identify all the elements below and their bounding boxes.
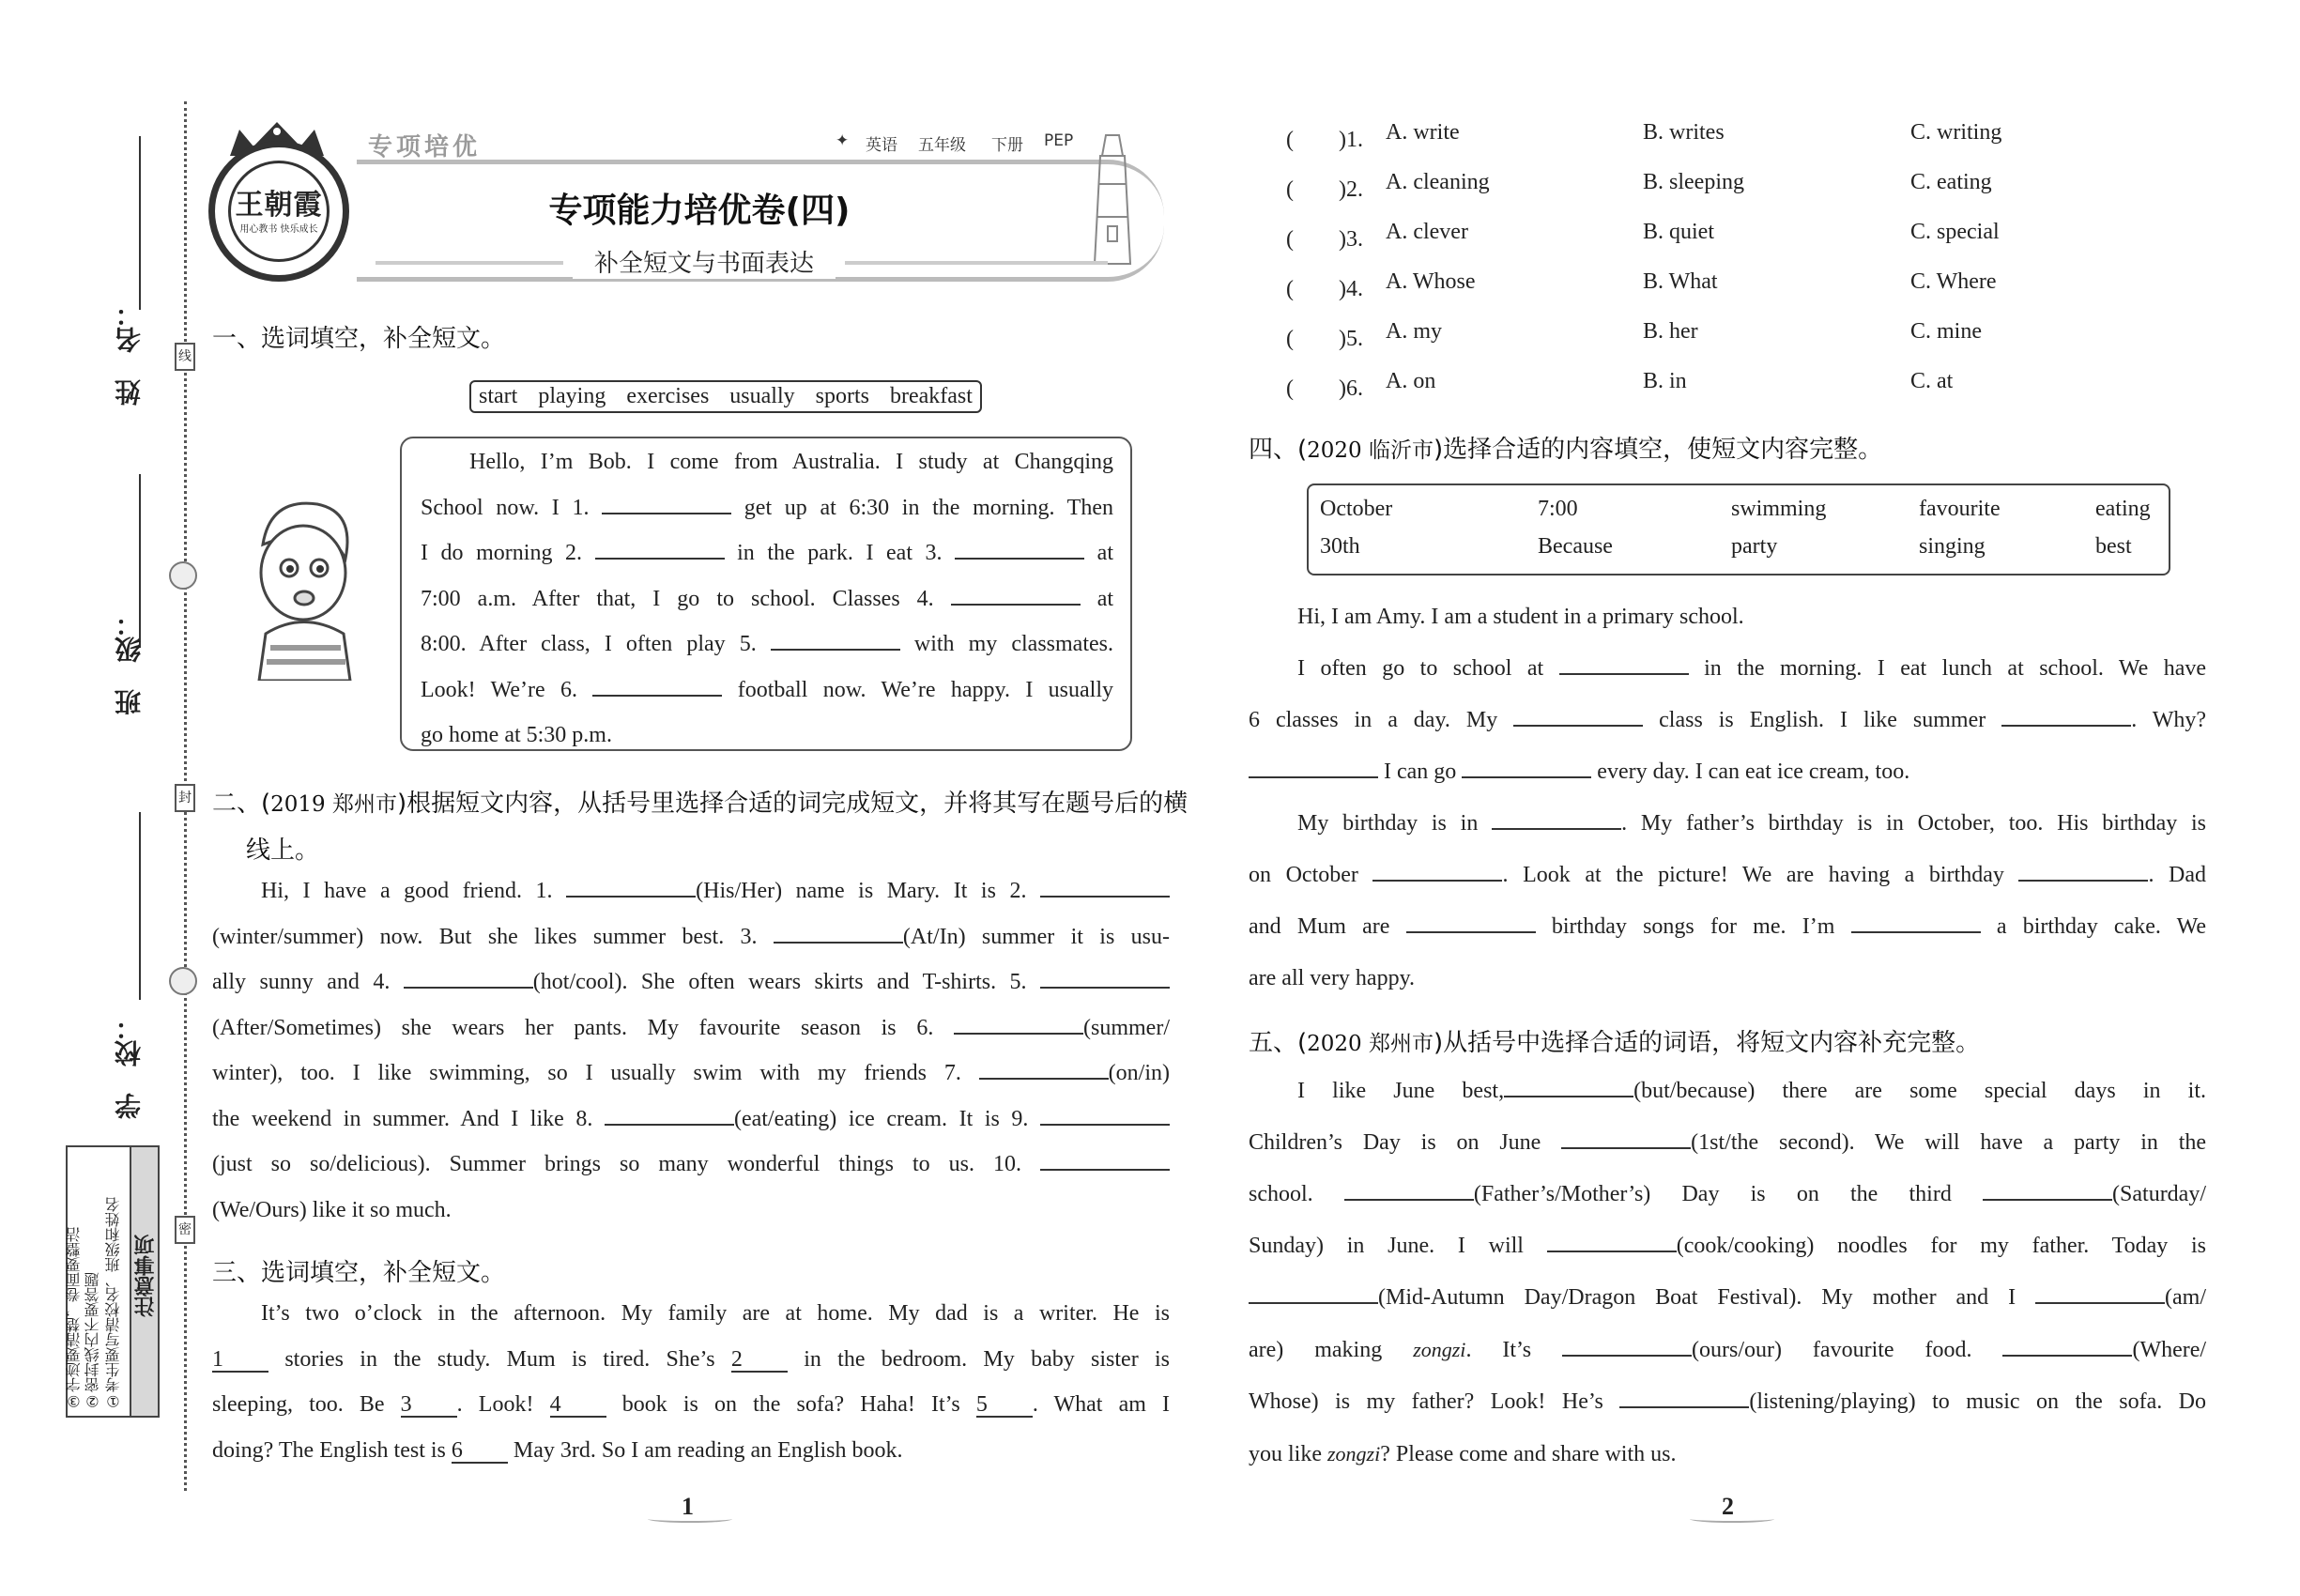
passage-line: ally sunny and 4. (hot/cool). She often wears skirts and T-shirts. 5.: [212, 959, 1170, 1005]
passage-line: School now. I 1. get up at 6:30 in the morning. Then: [421, 495, 1113, 520]
lighthouse-icon: [1080, 128, 1145, 269]
passage-line: I can go every day. I can eat ice cream, too.: [1249, 746, 2206, 798]
answer-blank[interactable]: [1249, 1283, 1378, 1304]
answer-blank[interactable]: [1249, 758, 1378, 778]
passage-line: doing? The English test is 6 May 3rd. So I am reading an English book.: [212, 1437, 903, 1463]
option-c[interactable]: C. eating: [1910, 170, 1992, 194]
page-number-left: 1: [682, 1493, 694, 1520]
logo-subtext: 用心教书 快乐成长: [239, 224, 318, 235]
option-number: ( )3.: [1286, 227, 1363, 252]
section-5-passage: [1249, 1066, 2206, 1481]
binding-tag-line: 线: [175, 343, 195, 371]
passage-line: (Mid-Autumn Day/Dragon Boat Festival). My mother and I (am/: [1249, 1272, 2206, 1324]
option-b[interactable]: B. her: [1643, 319, 1698, 344]
answer-blank[interactable]: [979, 1059, 1109, 1080]
binding-hole-icon: [169, 561, 197, 590]
option-a[interactable]: A. on: [1386, 369, 1436, 393]
answer-blank[interactable]: [1462, 758, 1591, 778]
word-bank-item: sports: [815, 384, 869, 408]
option-c[interactable]: C. Where: [1910, 269, 1997, 294]
notice-item-1: ①考生要写清校名、班级和姓名: [104, 1197, 122, 1410]
numbered-blank[interactable]: 2: [731, 1348, 788, 1373]
section-tag: 专项培优: [368, 133, 482, 161]
passage-line: sleeping, too. Be 3 . Look! 4 book is on the sofa? Haha! It’s 5 . What am I: [212, 1392, 1171, 1417]
option-b[interactable]: B. in: [1643, 369, 1687, 393]
passage-line: (winter/summer) now. But she likes summer best. 3. (At/In) summer it is usu-: [212, 924, 1170, 949]
boy-illustration: [242, 493, 364, 681]
name-label: 姓 名：: [114, 300, 145, 406]
passage-line: the weekend in summer. And I like 8. (eat/eating) ice cream. It is 9.: [212, 1097, 1170, 1143]
passage-line: Hi, I am Amy. I am a student in a primary school.: [1297, 605, 1744, 629]
school-write-line: [139, 812, 141, 1000]
numbered-blank[interactable]: 5: [976, 1393, 1033, 1418]
grid-word: best: [2095, 534, 2132, 559]
source-year: 2019 郑州市: [270, 792, 398, 817]
school-label: 学 校：: [114, 1014, 145, 1119]
options-list: [1286, 120, 2216, 402]
page-number-right: 2: [1722, 1493, 1734, 1520]
section-4-passage: [1249, 591, 2206, 1005]
word-bank-item: playing: [538, 384, 606, 408]
answer-blank[interactable]: [1513, 706, 1643, 727]
passage-line: I like June best, (but/because) there are some special days in it.: [1297, 1079, 2206, 1103]
passage-line: Whose) is my father? Look! He’s (listening/playing) to music on the sofa. Do: [1249, 1389, 2207, 1414]
word-bank-item: start: [479, 384, 518, 408]
page-title: 专项能力培优卷(四): [548, 192, 851, 230]
answer-blank[interactable]: [1619, 1388, 1749, 1408]
answer-blank[interactable]: [1562, 1336, 1692, 1357]
meta-edition: PEP: [1044, 131, 1074, 150]
section-2-heading: 二、(2019 郑州市)根据短文内容，从括号里选择合适的词完成短文，并将其写在题号后的横: [212, 790, 1188, 818]
section-1-heading: 一、选词填空，补全短文。: [212, 325, 506, 353]
passage-line: It’s two o’clock in the afternoon. My family are at home. My dad is a writer. He is: [261, 1301, 1170, 1326]
grid-word: eating: [2095, 497, 2151, 521]
section-3-heading: 三、选词填空，补全短文。: [212, 1259, 506, 1287]
answer-blank[interactable]: [2002, 1336, 2132, 1357]
answer-blank[interactable]: [1561, 1128, 1691, 1149]
grid-word: singing: [1919, 534, 1986, 559]
answer-blank[interactable]: [602, 494, 731, 514]
passage-line: (After/Sometimes) she wears her pants. My favourite season is 6. (summer/: [212, 1015, 1170, 1040]
grid-word: 30th: [1320, 534, 1360, 559]
grid-word: October: [1320, 497, 1393, 521]
grid-word: 7:00: [1538, 497, 1578, 521]
answer-blank[interactable]: [951, 585, 1081, 606]
name-write-line: [139, 136, 141, 310]
notice-item-3: ③字迹要清楚，卷面要整洁: [65, 1227, 83, 1410]
option-b[interactable]: B. What: [1643, 269, 1718, 294]
option-number: ( )5.: [1286, 327, 1363, 351]
option-a[interactable]: A. write: [1386, 120, 1460, 145]
option-c[interactable]: C. at: [1910, 369, 1954, 393]
passage-line: My birthday is in . My father’s birthday is in October, too. His birthday is: [1297, 811, 2207, 836]
passage-line: on October . Look at the picture! We are having a birthday . Dad: [1249, 863, 2207, 887]
numbered-blank[interactable]: 4: [550, 1393, 606, 1418]
answer-blank[interactable]: [1547, 1232, 1677, 1252]
subtitle-rule-left: [376, 261, 563, 265]
passage-line: Sunday) in June. I will (cook/cooking) noodles for my father. Today is: [1249, 1234, 2207, 1258]
answer-blank[interactable]: [1492, 809, 1621, 830]
logo-text: 王朝霞: [235, 189, 323, 222]
option-a[interactable]: A. clever: [1386, 220, 1468, 244]
option-a[interactable]: A. cleaning: [1386, 170, 1490, 194]
passage-line: 6 classes in a day. My class is English. I like summer . Why?: [1249, 708, 2207, 732]
option-number: ( )6.: [1286, 376, 1363, 401]
option-number: ( )4.: [1286, 277, 1363, 301]
passage-line: Hi, I have a good friend. 1. (His/Her) name is Mary. It is 2.: [212, 868, 1170, 914]
word-bank-item: exercises: [626, 384, 710, 408]
passage-line: (just so so/delicious). Summer brings so many wonderful things to us. 10.: [212, 1142, 1170, 1188]
section-2-heading-cont: 线上。: [246, 836, 320, 865]
answer-blank[interactable]: [2001, 706, 2131, 727]
class-label: 班 级：: [114, 610, 145, 715]
page-ornament: [648, 1515, 732, 1523]
section-1-passage: [421, 439, 1113, 759]
answer-blank[interactable]: [1851, 913, 1981, 933]
passage-line: 1 stories in the study. Mum is tired. She’s 2 in the bedroom. My baby sister is: [212, 1346, 1171, 1372]
grid-word: favourite: [1919, 497, 2001, 521]
meta-grade: 五年级: [918, 136, 966, 155]
answer-blank[interactable]: [1040, 968, 1170, 989]
option-b[interactable]: B. sleeping: [1643, 170, 1744, 194]
notice-title: 注意事项: [130, 1147, 158, 1416]
answer-blank[interactable]: [592, 676, 722, 697]
passage-line: Hello, I’m Bob. I come from Australia. I study at Changqing: [469, 450, 1113, 474]
word-bank-item: usually: [729, 384, 795, 408]
option-b[interactable]: B. writes: [1643, 120, 1725, 145]
meta-term: 下册: [991, 136, 1023, 155]
page-ornament: [1690, 1515, 1774, 1523]
passage-line: are) making zongzi. It’s (ours/our) favourite food. (Where/: [1249, 1338, 2207, 1362]
passage-line: (We/Ours) like it so much.: [212, 1197, 452, 1222]
answer-blank[interactable]: [954, 1014, 1083, 1035]
option-a[interactable]: A. my: [1386, 319, 1442, 344]
section-2-passage: [212, 868, 1170, 1233]
passage-line: school. (Father’s/Mother’s) Day is on the third (Saturday/: [1249, 1182, 2207, 1206]
grid-word: swimming: [1731, 497, 1827, 521]
option-a[interactable]: A. Whose: [1386, 269, 1476, 294]
grid-word: party: [1731, 534, 1778, 559]
passage-line: you like zongzi? Please come and share with us.: [1249, 1442, 1677, 1466]
answer-blank[interactable]: [566, 877, 696, 898]
option-b[interactable]: B. quiet: [1643, 220, 1714, 244]
notice-item-2: ②密封线内不要答题: [84, 1272, 101, 1410]
answer-blank[interactable]: [1372, 861, 1502, 882]
star-icon: ✦: [836, 131, 850, 150]
passage-line: and Mum are birthday songs for me. I’m a birthday cake. We: [1249, 914, 2207, 939]
passage-line: I do morning 2. in the park. I eat 3. at: [421, 541, 1113, 565]
option-c[interactable]: C. writing: [1910, 120, 2002, 145]
option-number: ( )2.: [1286, 177, 1363, 202]
answer-blank[interactable]: [1504, 1077, 1633, 1097]
numbered-blank[interactable]: 1: [212, 1348, 268, 1373]
answer-blank[interactable]: [595, 539, 725, 560]
answer-blank[interactable]: [605, 1105, 734, 1126]
section-5-heading: 五、(2020 郑州市)从括号中选择合适的词语，将短文内容补充完整。: [1249, 1029, 1981, 1057]
answer-blank[interactable]: [1559, 654, 1689, 675]
binding-hole-icon: [169, 967, 197, 995]
passage-line: winter), too. I like swimming, so I usually swim with my friends 7. (on/in): [212, 1061, 1170, 1085]
answer-blank[interactable]: [955, 539, 1084, 560]
section-3-passage: [212, 1291, 1170, 1473]
passage-line: are all very happy.: [1249, 966, 1416, 990]
passage-line: 7:00 a.m. After that, I go to school. Classes 4. at: [421, 586, 1114, 611]
numbered-blank[interactable]: 3: [401, 1393, 457, 1418]
brand-logo: [208, 141, 349, 282]
source-year: 2020 郑州市: [1307, 1032, 1434, 1056]
word-grid-4: [1307, 483, 2170, 575]
meta-subject: 英语: [866, 136, 897, 155]
section-4-heading: 四、(2020 临沂市)选择合适的内容填空，使短文内容完整。: [1249, 436, 1883, 464]
passage-line: go home at 5:30 p.m.: [421, 723, 612, 747]
notice-box: [66, 1145, 160, 1418]
word-bank-1: [469, 380, 982, 413]
page-subtitle: 补全短文与书面表达: [573, 244, 836, 279]
numbered-blank[interactable]: 6: [452, 1439, 508, 1464]
passage-line: Look! We’re 6. football now. We’re happy. I usually: [421, 677, 1114, 702]
option-number: ( )1.: [1286, 128, 1363, 152]
answer-blank[interactable]: [1406, 913, 1536, 933]
answer-blank[interactable]: [1983, 1180, 2112, 1201]
answer-blank[interactable]: [1040, 1105, 1170, 1126]
answer-blank[interactable]: [2018, 861, 2148, 882]
passage-line: I often go to school at in the morning. I eat lunch at school. We have: [1297, 656, 2207, 681]
passage-line: Children’s Day is on June (1st/the second). We will have a party in the: [1249, 1130, 2207, 1155]
answer-blank[interactable]: [2035, 1283, 2165, 1304]
passage-line: 8:00. After class, I often play 5. with my classmates.: [421, 632, 1113, 656]
source-year: 2020 临沂市: [1307, 438, 1434, 463]
answer-blank[interactable]: [1344, 1180, 1474, 1201]
answer-blank[interactable]: [774, 923, 903, 944]
option-c[interactable]: C. mine: [1910, 319, 1982, 344]
word-bank-item: breakfast: [889, 384, 973, 408]
answer-blank[interactable]: [771, 630, 900, 651]
option-c[interactable]: C. special: [1910, 220, 2000, 244]
binding-tag-seal: 封: [175, 784, 195, 812]
subtitle-rule-right: [845, 261, 1108, 265]
answer-blank[interactable]: [1040, 1150, 1170, 1171]
grid-word: Because: [1538, 534, 1613, 559]
answer-blank[interactable]: [1040, 877, 1170, 898]
binding-tag-secret: 密: [175, 1216, 195, 1244]
answer-blank[interactable]: [404, 968, 533, 989]
